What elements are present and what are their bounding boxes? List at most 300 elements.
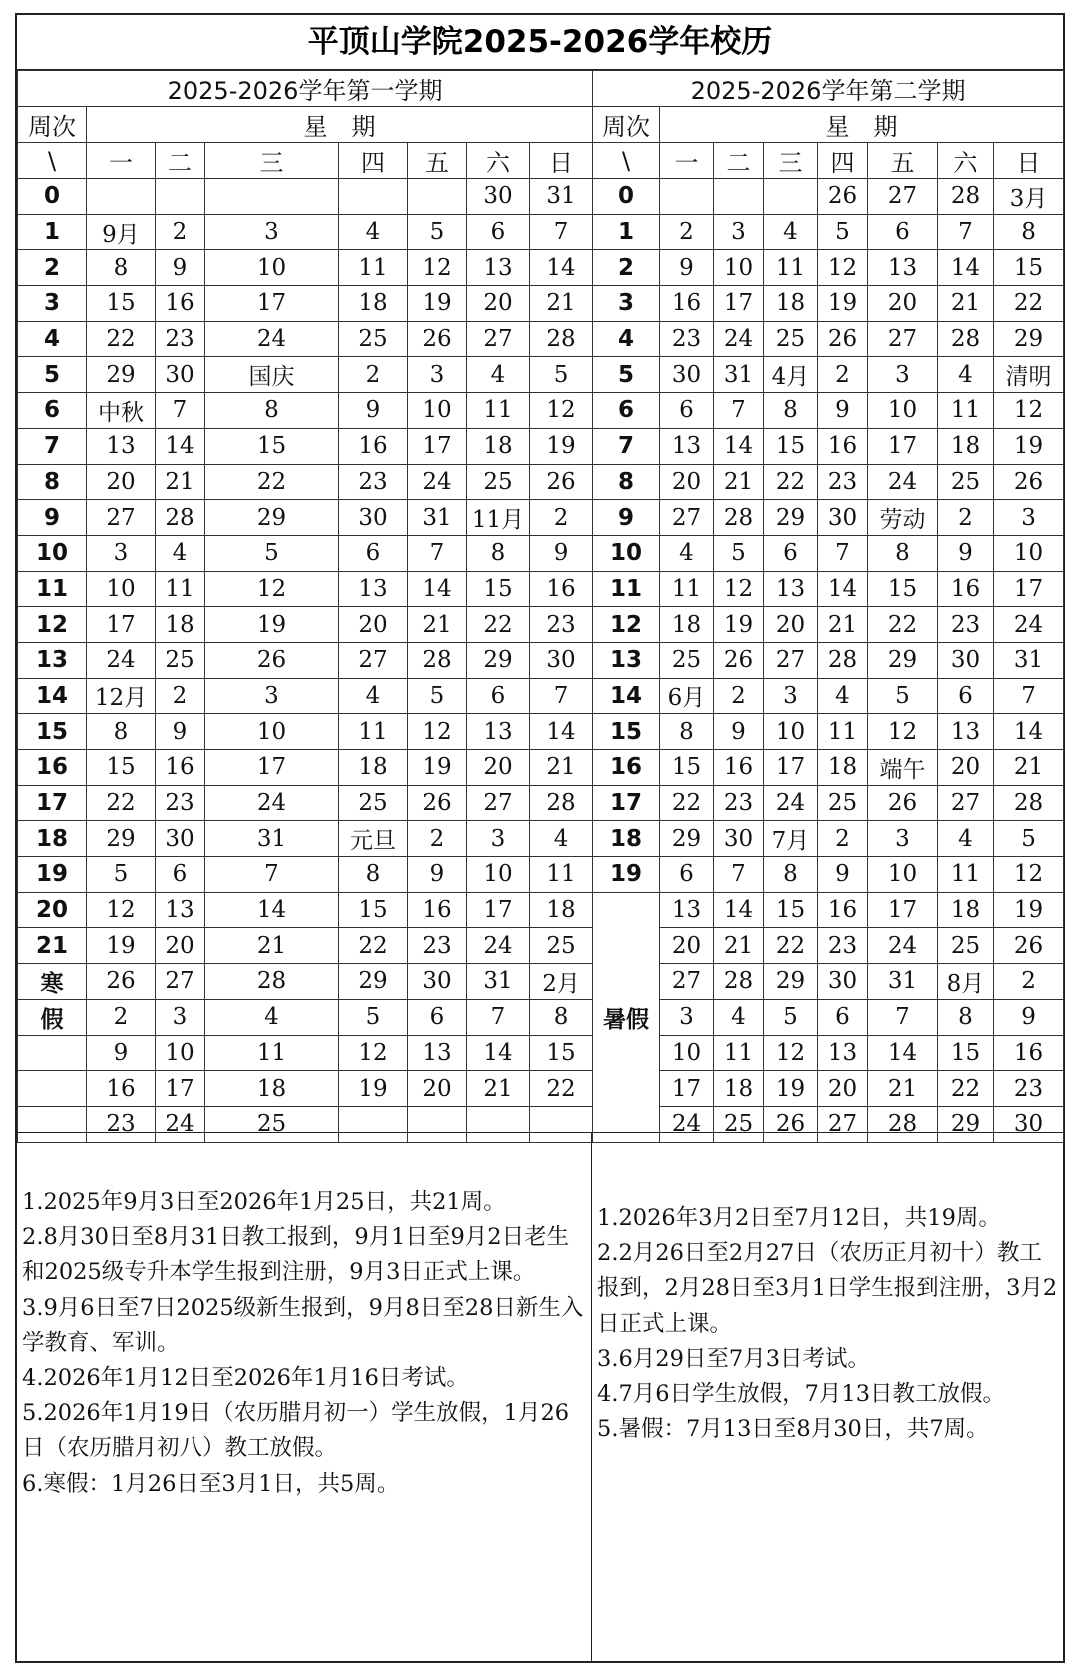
day-cell: 21 [714,928,764,964]
day-cell: 5 [408,214,467,250]
day-cell: 17 [764,750,818,786]
day-cell: 20 [467,750,530,786]
day-cell: 19 [205,607,339,643]
day-cell: 17 [714,286,764,322]
week-number: 21 [18,928,87,964]
table-row [18,857,593,893]
day-cell: 18 [714,1071,764,1107]
day-cell: 15 [87,750,156,786]
day-cell: 4 [339,214,408,250]
day-cell: 18 [938,892,994,928]
day-cell: 24 [205,785,339,821]
day-cell [764,179,818,215]
day-cell: 25 [938,928,994,964]
day-cell: 14 [530,714,593,750]
day-cell: 4 [205,999,339,1035]
day-cell: 11 [467,393,530,429]
day-cell: 28 [714,964,764,1000]
day-cell: 5 [408,678,467,714]
day-cell: 13 [467,714,530,750]
calendar-sheet [15,13,1065,1663]
day-cell: 29 [994,321,1064,357]
day-cell: 端午 [868,750,938,786]
day-cell: 16 [156,750,205,786]
day-cell: 7 [994,678,1064,714]
day-cell: 18 [764,286,818,322]
day-cell: 7 [868,999,938,1035]
day-cell: 8 [764,393,818,429]
day-cell: 9 [339,393,408,429]
week-number: 13 [18,642,87,678]
day-cell: 26 [818,179,868,215]
day-cell: 4 [714,999,764,1035]
day-cell: 17 [408,428,467,464]
day-cell: 9月 [87,214,156,250]
day-cell: 25 [339,785,408,821]
table-row [18,928,593,964]
day-cell: 31 [994,642,1064,678]
day-cell [156,179,205,215]
day-cell: 17 [467,892,530,928]
day-cell: 28 [530,785,593,821]
day-cell: 20 [818,1071,868,1107]
day-cell: 2月 [530,964,593,1000]
day-cell: 30 [818,500,868,536]
weekday-7: 日 [994,143,1064,179]
week-number: 假 [18,999,87,1035]
day-cell: 11 [339,714,408,750]
day-cell: 16 [339,428,408,464]
weekday-7: 日 [530,143,593,179]
day-cell: 13 [339,571,408,607]
day-cell: 26 [205,642,339,678]
day-cell: 25 [818,785,868,821]
day-cell: 4 [156,535,205,571]
table-row [593,393,1064,429]
day-cell: 22 [938,1071,994,1107]
day-cell: 31 [205,821,339,857]
day-cell: 29 [764,500,818,536]
day-cell: 12 [714,571,764,607]
day-cell: 19 [408,750,467,786]
day-cell: 6 [660,393,714,429]
table-row [18,535,593,571]
day-cell: 21 [818,607,868,643]
day-cell: 6 [339,535,408,571]
table-row [18,464,593,500]
day-cell: 23 [938,607,994,643]
day-cell: 23 [408,928,467,964]
day-cell: 15 [764,892,818,928]
day-cell: 26 [87,964,156,1000]
table-row [18,821,593,857]
day-cell: 26 [994,928,1064,964]
day-cell: 28 [868,1106,938,1142]
week-number: 14 [18,678,87,714]
day-cell: 19 [994,428,1064,464]
day-cell: 22 [530,1071,593,1107]
week-number: 寒 [18,964,87,1000]
day-cell: 14 [818,571,868,607]
table-row [18,999,593,1035]
day-cell: 28 [714,500,764,536]
day-cell: 16 [818,428,868,464]
day-cell: 22 [660,785,714,821]
day-cell: 30 [938,642,994,678]
day-cell: 31 [714,357,764,393]
table-row [593,714,1064,750]
day-cell: 30 [660,357,714,393]
table-row [593,250,1064,286]
week-number: 7 [593,428,660,464]
note-item: 6.寒假：1月26日至3月1日，共5周。 [22,1470,400,1497]
weekday-6: 六 [938,143,994,179]
week-number: 12 [593,607,660,643]
day-cell: 2 [660,214,714,250]
day-cell: 14 [530,250,593,286]
day-cell: 24 [156,1106,205,1142]
day-cell: 12 [764,1035,818,1071]
week-number [18,1071,87,1107]
table-row [18,571,593,607]
day-cell: 16 [87,1071,156,1107]
table-row [593,179,1064,215]
weekday-2: 二 [714,143,764,179]
day-cell [660,179,714,215]
weekday-label: 星 期 [660,107,1064,143]
week-number: 10 [18,535,87,571]
day-cell: 15 [205,428,339,464]
day-cell: 6 [764,535,818,571]
day-cell: 2 [530,500,593,536]
day-cell: 11 [530,857,593,893]
day-cell: 19 [994,892,1064,928]
day-cell: 8 [994,214,1064,250]
day-cell: 21 [868,1071,938,1107]
table-row [593,892,1064,928]
day-cell: 4月 [764,357,818,393]
day-cell: 9 [938,535,994,571]
week-column-label: 周次 [18,107,87,143]
day-cell: 23 [818,464,868,500]
day-cell: 7 [938,214,994,250]
day-cell: 5 [205,535,339,571]
note-item: 2.8月30日至8月31日教工报到，9月1日至9月2日老生和2025级专升本学生报到注册，9月3日正式上课。 [22,1224,570,1286]
day-cell: 17 [205,750,339,786]
slash-cell: \ [593,143,660,179]
week-column-label: 周次 [593,107,660,143]
day-cell: 22 [339,928,408,964]
day-cell: 9 [87,1035,156,1071]
semester-1-table [17,70,593,1143]
day-cell: 9 [660,250,714,286]
table-row [18,785,593,821]
day-cell: 30 [467,179,530,215]
day-cell: 6 [868,214,938,250]
weekday-1: 一 [660,143,714,179]
day-cell: 10 [714,250,764,286]
day-cell: 27 [467,321,530,357]
week-number: 14 [593,678,660,714]
day-cell: 31 [408,500,467,536]
day-cell: 13 [660,892,714,928]
day-cell: 20 [660,464,714,500]
day-cell: 2 [818,821,868,857]
day-cell: 17 [868,428,938,464]
day-cell: 27 [660,500,714,536]
table-row [593,607,1064,643]
day-cell: 23 [714,785,764,821]
day-cell: 21 [530,286,593,322]
day-cell: 15 [339,892,408,928]
day-cell: 29 [467,642,530,678]
weekday-row [593,143,1064,179]
day-cell: 12 [818,250,868,286]
day-cell: 20 [408,1071,467,1107]
day-cell: 10 [660,1035,714,1071]
day-cell: 31 [530,179,593,215]
day-cell: 25 [156,642,205,678]
day-cell: 19 [530,428,593,464]
day-cell: 18 [339,286,408,322]
day-cell: 17 [994,571,1064,607]
day-cell: 4 [938,821,994,857]
day-cell [339,179,408,215]
day-cell: 国庆 [205,357,339,393]
week-number: 9 [18,500,87,536]
day-cell: 23 [87,1106,156,1142]
week-number: 4 [18,321,87,357]
day-cell: 12 [530,393,593,429]
day-cell: 4 [467,357,530,393]
day-cell: 29 [339,964,408,1000]
week-number: 8 [593,464,660,500]
day-cell: 23 [660,321,714,357]
day-cell: 8 [764,857,818,893]
day-cell: 3 [408,357,467,393]
day-cell: 30 [994,1106,1064,1142]
day-cell: 19 [339,1071,408,1107]
day-cell: 4 [938,357,994,393]
table-row [593,857,1064,893]
day-cell: 10 [467,857,530,893]
day-cell: 10 [868,393,938,429]
day-cell: 15 [938,1035,994,1071]
day-cell: 8 [339,857,408,893]
day-cell: 13 [87,428,156,464]
table-row [18,357,593,393]
semester-1-notes [17,1133,592,1662]
day-cell: 11 [205,1035,339,1071]
day-cell: 26 [868,785,938,821]
day-cell: 30 [818,964,868,1000]
day-cell: 28 [818,642,868,678]
day-cell: 7 [530,678,593,714]
day-cell: 19 [764,1071,818,1107]
day-cell: 27 [467,785,530,821]
day-cell: 18 [818,750,868,786]
day-cell: 28 [994,785,1064,821]
day-cell: 27 [818,1106,868,1142]
weekday-1: 一 [87,143,156,179]
day-cell: 30 [156,357,205,393]
week-number: 19 [593,857,660,893]
day-cell: 17 [205,286,339,322]
day-cell: 16 [714,750,764,786]
day-cell: 4 [818,678,868,714]
day-cell: 29 [87,357,156,393]
day-cell: 13 [660,428,714,464]
semester-2-notes [592,1133,1063,1662]
day-cell: 2 [994,964,1064,1000]
day-cell: 14 [714,428,764,464]
day-cell: 10 [408,393,467,429]
table-row [593,464,1064,500]
day-cell: 21 [205,928,339,964]
day-cell: 7 [408,535,467,571]
day-cell: 9 [156,250,205,286]
note-item: 4.7月6日学生放假，7月13日教工放假。 [597,1381,1006,1408]
day-cell: 10 [205,250,339,286]
day-cell: 7月 [764,821,818,857]
day-cell: 13 [467,250,530,286]
day-cell: 29 [868,642,938,678]
day-cell: 11 [938,393,994,429]
page-title: 平顶山学院2025-2026学年校历 [17,15,1063,70]
day-cell: 26 [530,464,593,500]
day-cell: 6 [467,678,530,714]
table-row [18,964,593,1000]
day-cell: 6 [408,999,467,1035]
table-row [18,286,593,322]
day-cell: 5 [530,357,593,393]
day-cell: 20 [156,928,205,964]
day-cell: 4 [530,821,593,857]
day-cell: 24 [714,321,764,357]
day-cell: 29 [205,500,339,536]
day-cell: 8 [87,250,156,286]
day-cell: 30 [530,642,593,678]
day-cell: 28 [408,642,467,678]
day-cell: 23 [994,1071,1064,1107]
day-cell: 11月 [467,500,530,536]
day-cell: 19 [87,928,156,964]
table-row [18,892,593,928]
day-cell: 2 [87,999,156,1035]
day-cell: 11 [339,250,408,286]
day-cell: 22 [764,464,818,500]
day-cell: 26 [818,321,868,357]
week-number: 2 [18,250,87,286]
day-cell: 30 [714,821,764,857]
day-cell: 23 [156,321,205,357]
note-item: 4.2026年1月12日至2026年1月16日考试。 [22,1365,469,1392]
week-number: 3 [593,286,660,322]
day-cell: 10 [764,714,818,750]
table-row [18,321,593,357]
day-cell: 25 [714,1106,764,1142]
day-cell: 18 [467,428,530,464]
day-cell: 3 [764,678,818,714]
day-cell: 26 [714,642,764,678]
week-number: 11 [18,571,87,607]
table-row [18,428,593,464]
day-cell: 29 [87,821,156,857]
day-cell: 2 [714,678,764,714]
day-cell: 21 [714,464,764,500]
table-row [18,678,593,714]
day-cell: 12 [205,571,339,607]
day-cell: 24 [868,464,938,500]
day-cell: 14 [714,892,764,928]
day-cell: 9 [714,714,764,750]
day-cell: 7 [818,535,868,571]
day-cell: 9 [408,857,467,893]
day-cell: 28 [205,964,339,1000]
day-cell: 10 [87,571,156,607]
day-cell: 21 [530,750,593,786]
day-cell: 27 [660,964,714,1000]
day-cell: 16 [660,286,714,322]
table-row [593,500,1064,536]
semester-title: 2025-2026学年第一学期 [18,71,593,107]
day-cell: 20 [764,607,818,643]
table-row [593,678,1064,714]
day-cell: 24 [408,464,467,500]
day-cell: 3 [994,500,1064,536]
day-cell: 31 [467,964,530,1000]
day-cell: 30 [339,500,408,536]
semester-title: 2025-2026学年第二学期 [593,71,1064,107]
day-cell: 27 [87,500,156,536]
day-cell: 28 [530,321,593,357]
week-number: 15 [18,714,87,750]
day-cell: 10 [156,1035,205,1071]
day-cell: 25 [938,464,994,500]
day-cell: 27 [868,321,938,357]
day-cell: 2 [156,678,205,714]
day-cell: 16 [994,1035,1064,1071]
week-number: 18 [18,821,87,857]
day-cell: 17 [868,892,938,928]
day-cell: 23 [339,464,408,500]
day-cell: 22 [868,607,938,643]
week-number: 2 [593,250,660,286]
day-cell: 3 [714,214,764,250]
day-cell: 18 [339,750,408,786]
note-item: 3.9月6日至7日2025级新生报到，9月8日至28日新生入学教育、军训。 [22,1294,584,1356]
week-number: 15 [593,714,660,750]
day-cell: 16 [818,892,868,928]
day-cell: 3月 [994,179,1064,215]
day-cell: 7 [156,393,205,429]
day-cell: 20 [467,286,530,322]
day-cell: 18 [938,428,994,464]
day-cell: 10 [205,714,339,750]
day-cell: 2 [408,821,467,857]
day-cell: 8 [467,535,530,571]
day-cell: 10 [994,535,1064,571]
week-number: 12 [18,607,87,643]
week-number: 13 [593,642,660,678]
weekday-label: 星 期 [87,107,593,143]
day-cell: 26 [764,1106,818,1142]
day-cell: 14 [156,428,205,464]
day-cell: 13 [408,1035,467,1071]
day-cell: 5 [868,678,938,714]
table-row [593,321,1064,357]
note-item: 5.暑假：7月13日至8月30日，共7周。 [597,1416,989,1443]
